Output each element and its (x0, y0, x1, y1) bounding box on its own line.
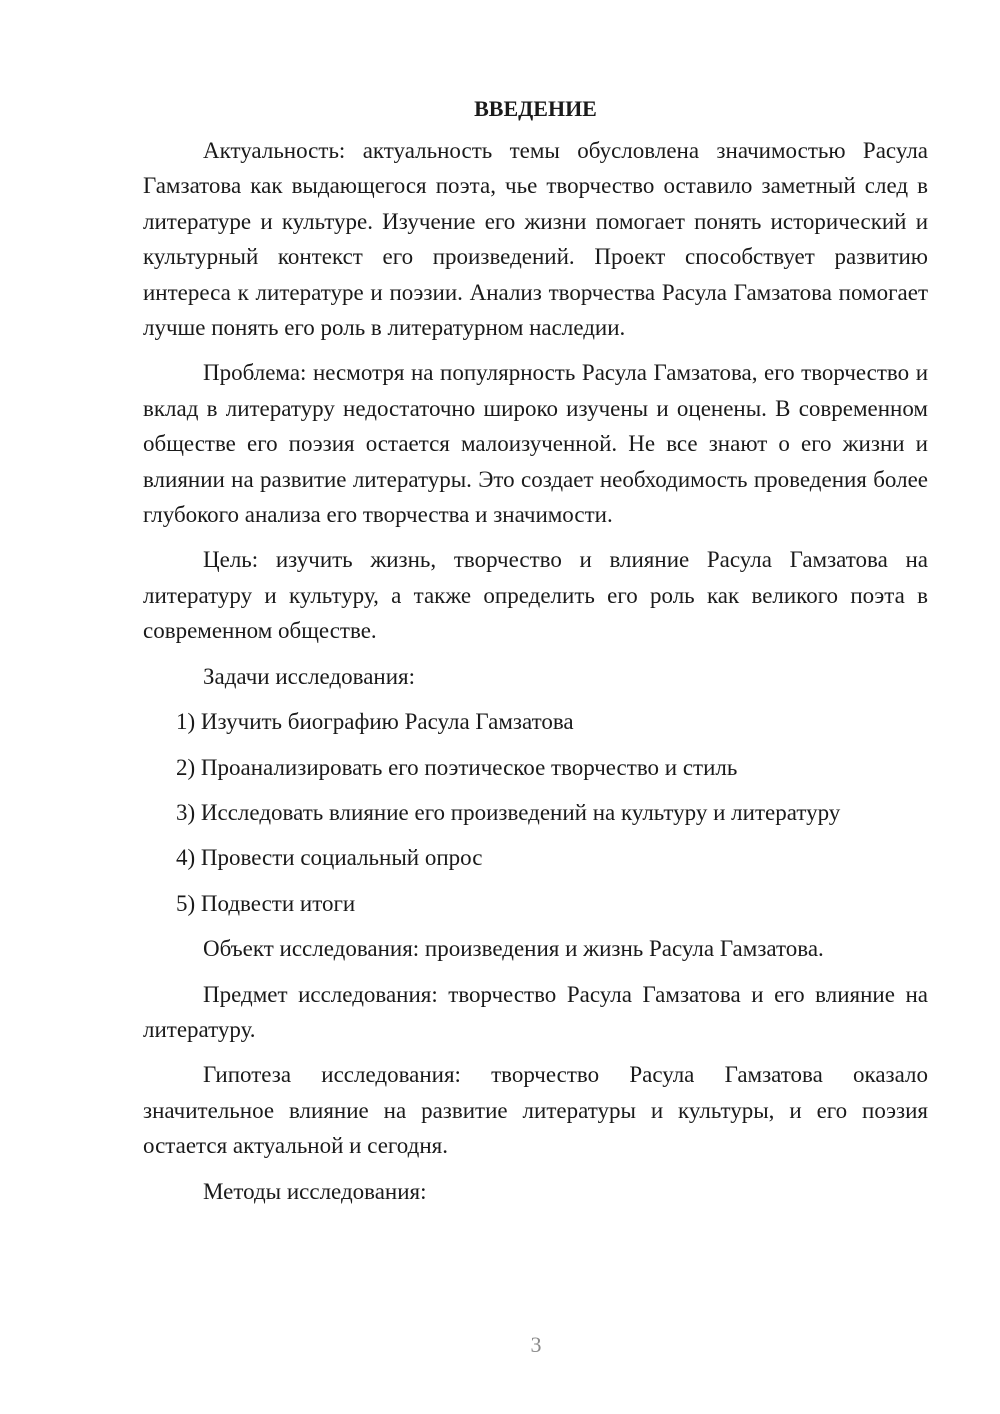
hypothesis-paragraph: Гипотеза исследования: творчество Расула Гамзатова оказало значительное влияние на развитие литературы и культуры, и его поэзия остается актуальной и сегодня. (143, 1062, 928, 1159)
goal-paragraph: Цель: изучить жизнь, творчество и влияние Расула Гамзатова на литературу и культуру, а также определить его роль как великого поэта в современном обществе. (143, 547, 928, 644)
page-number: 3 (530, 1332, 542, 1357)
relevance-paragraph: Актуальность: актуальность темы обусловлена значимостью Расула Гамзатова как выдающегося поэта, чье творчество оставило заметный след в литературе и культуре. Изучение его жизни помогает понять исторический и культурный контекст его произведений. Проект способствует развитию интереса к литературе и поэзии. Анализ творчества Расула Гамзатова помогает лучше понять его роль в литературном наследии. (143, 138, 928, 341)
object-paragraph: Объект исследования: произведения и жизнь Расула Гамзатова. (203, 936, 824, 962)
methods-heading: Методы исследования: (203, 1178, 427, 1204)
list-item-task-5: 5) Подвести итоги (176, 890, 356, 916)
list-item-task-2: 2) Проанализировать его поэтическое творчество и стиль (176, 754, 738, 780)
subject-paragraph: Предмет исследования: творчество Расула Гамзатова и его влияние на литературу. (143, 981, 928, 1042)
list-item-task-3: 3) Исследовать влияние его произведений на культуру и литературу (176, 799, 841, 825)
tasks-heading: Задачи исследования: (203, 663, 416, 689)
page-content (143, 94, 928, 1219)
tasks-list (143, 704, 928, 921)
list-item-task-1: 1) Изучить биографию Расула Гамзатова (176, 709, 574, 735)
section-title: ВВЕДЕНИЕ (474, 96, 597, 121)
problem-paragraph: Проблема: несмотря на популярность Расула Гамзатова, его творчество и вклад в литературу недостаточно широко изучены и оценены. В современном обществе его поэзия остается малоизученной. Не все знают о его жизни и влиянии на развитие литературы. Это создает необходимость проведения более глубокого анализа его творчества и значимости. (143, 360, 928, 528)
list-item-task-4: 4) Провести социальный опрос (176, 845, 483, 871)
